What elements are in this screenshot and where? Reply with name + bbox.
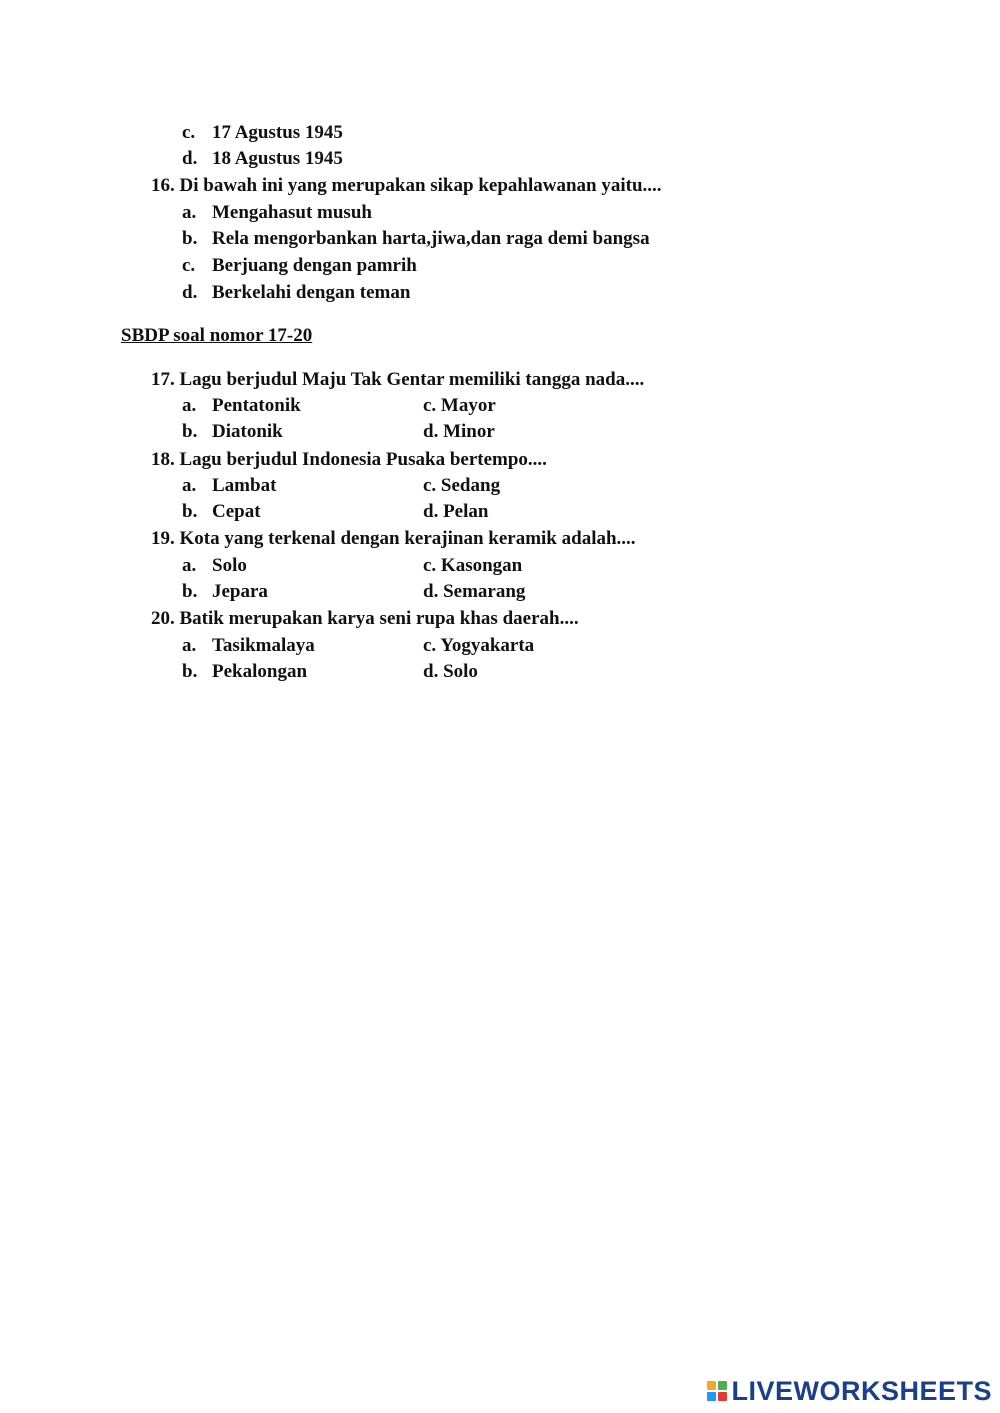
option-d: d. Semarang bbox=[423, 581, 526, 602]
logo-grid-icon bbox=[707, 1381, 727, 1401]
logo-cell bbox=[718, 1381, 727, 1390]
question-19: 19. Kota yang terkenal dengan kerajinan keramik adalah.... bbox=[151, 528, 636, 549]
option-c: c. 17 Agustus 1945 bbox=[182, 122, 343, 143]
option-a: a. Solo bbox=[182, 555, 247, 576]
question-18: 18. Lagu berjudul Indonesia Pusaka bertempo.... bbox=[151, 449, 547, 470]
question-16: 16. Di bawah ini yang merupakan sikap kepahlawanan yaitu.... bbox=[151, 175, 662, 196]
option-c: c. Sedang bbox=[423, 475, 501, 496]
option-a: a. Pentatonik bbox=[182, 395, 301, 416]
option-b: b. Rela mengorbankan harta,jiwa,dan raga demi bangsa bbox=[182, 228, 650, 249]
option-c: c. Berjuang dengan pamrih bbox=[182, 255, 417, 276]
section-heading: SBDP soal nomor 17-20 bbox=[121, 325, 313, 346]
option-b: b. Jepara bbox=[182, 581, 268, 602]
option-d: d. Pelan bbox=[423, 501, 489, 522]
option-a: a. Mengahasut musuh bbox=[182, 202, 372, 223]
option-a: a. Tasikmalaya bbox=[182, 635, 315, 656]
option-c: c. Kasongan bbox=[423, 555, 523, 576]
option-b: b. Cepat bbox=[182, 501, 261, 522]
liveworksheets-logo bbox=[707, 1377, 992, 1405]
option-d: d. 18 Agustus 1945 bbox=[182, 148, 343, 169]
brand-text: LIVEWORKSHEETS bbox=[731, 1375, 992, 1406]
option-d: d. Berkelahi dengan teman bbox=[182, 282, 411, 303]
option-c: c. Yogyakarta bbox=[423, 635, 535, 656]
logo-cell bbox=[707, 1381, 716, 1390]
option-b: b. Pekalongan bbox=[182, 661, 308, 682]
option-c: c. Mayor bbox=[423, 395, 496, 416]
logo-cell bbox=[707, 1392, 716, 1401]
logo-cell bbox=[718, 1392, 727, 1401]
question-17: 17. Lagu berjudul Maju Tak Gentar memiliki tangga nada.... bbox=[151, 369, 645, 390]
option-b: b. Diatonik bbox=[182, 421, 283, 442]
option-d: d. Minor bbox=[423, 421, 495, 442]
option-a: a. Lambat bbox=[182, 475, 277, 496]
question-20: 20. Batik merupakan karya seni rupa khas daerah.... bbox=[151, 608, 579, 629]
option-d: d. Solo bbox=[423, 661, 478, 682]
